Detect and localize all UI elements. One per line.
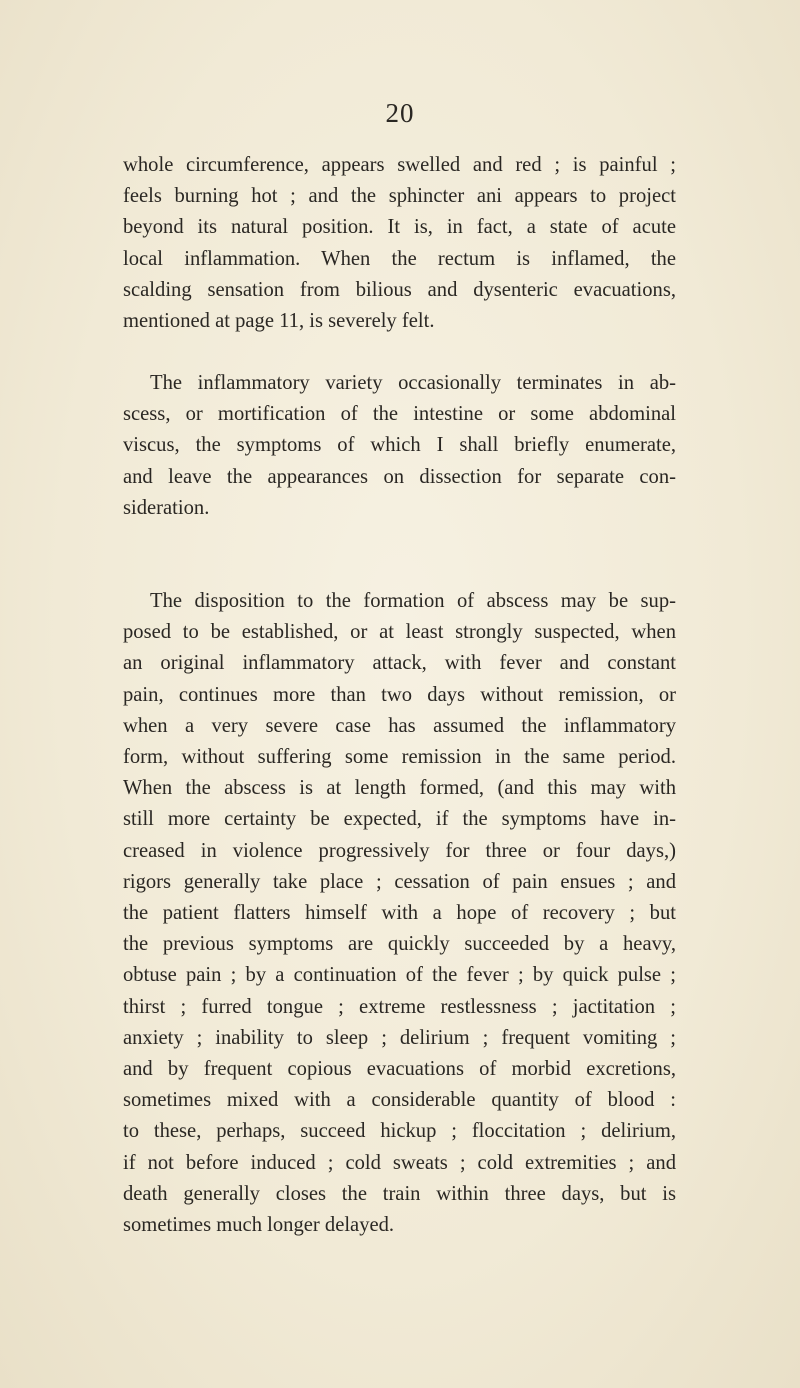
paragraph-1 [123, 150, 676, 337]
text-line: thirst ; furred tongue ; extreme restlessness ; jactitation ; [123, 995, 676, 1018]
text-line: scalding sensation from bilious and dysenteric evacuations, [123, 278, 676, 301]
text-line: sometimes much longer delayed. [123, 1214, 395, 1237]
text-line: posed to be established, or at least strongly suspected, when [123, 621, 676, 644]
text-line: feels burning hot ; and the sphincter ani appears to project [123, 185, 676, 208]
text-line: viscus, the symptoms of which I shall briefly enumerate, [123, 434, 676, 457]
text-line: sideration. [123, 496, 210, 519]
text-line: creased in violence progressively for three or four days,) [123, 839, 676, 862]
text-line: beyond its natural position. It is, in fact, a state of acute [123, 216, 676, 239]
text-line: When the abscess is at length formed, (and this may with [123, 777, 676, 800]
text-line: mentioned at page 11, is severely felt. [123, 310, 435, 333]
text-line: anxiety ; inability to sleep ; delirium ; frequent vomiting ; [123, 1026, 676, 1049]
paragraph-2 [123, 368, 676, 524]
text-line: still more certainty be expected, if the symptoms have in- [123, 808, 676, 831]
text-line: death generally closes the train within three days, but is [123, 1182, 676, 1205]
text-line: pain, continues more than two days without remission, or [123, 683, 676, 706]
paragraph-3 [123, 586, 676, 1241]
text-line: The inflammatory variety occasionally terminates in ab- [150, 372, 676, 394]
text-line: an original inflammatory attack, with fever and constant [123, 652, 676, 675]
text-line: to these, perhaps, succeed hickup ; floccitation ; delirium, [123, 1120, 676, 1143]
text-line: if not before induced ; cold sweats ; cold extremities ; and [123, 1151, 676, 1174]
text-line: sometimes mixed with a considerable quantity of blood : [123, 1089, 676, 1112]
text-line: when a very severe case has assumed the inflammatory [123, 714, 676, 737]
text-line: and leave the appearances on dissection for separate con- [123, 465, 676, 488]
page-number: 20 [385, 98, 415, 128]
text-line: scess, or mortification of the intestine or some abdominal [123, 403, 676, 426]
text-line: rigors generally take place ; cessation of pain ensues ; and [123, 870, 676, 893]
text-line: form, without suffering some remission in the same period. [123, 746, 676, 769]
text-line: The disposition to the formation of abscess may be sup- [150, 590, 676, 612]
text-line: the patient flatters himself with a hope of recovery ; but [123, 902, 676, 925]
text-line: obtuse pain ; by a continuation of the fever ; by quick pulse ; [123, 964, 676, 987]
text-line: whole circumference, appears swelled and red ; is painful ; [123, 154, 676, 176]
text-line: and by frequent copious evacuations of morbid excretions, [123, 1058, 676, 1081]
text-line: local inflammation. When the rectum is inflamed, the [123, 247, 676, 270]
text-line: the previous symptoms are quickly succeeded by a heavy, [123, 933, 676, 956]
